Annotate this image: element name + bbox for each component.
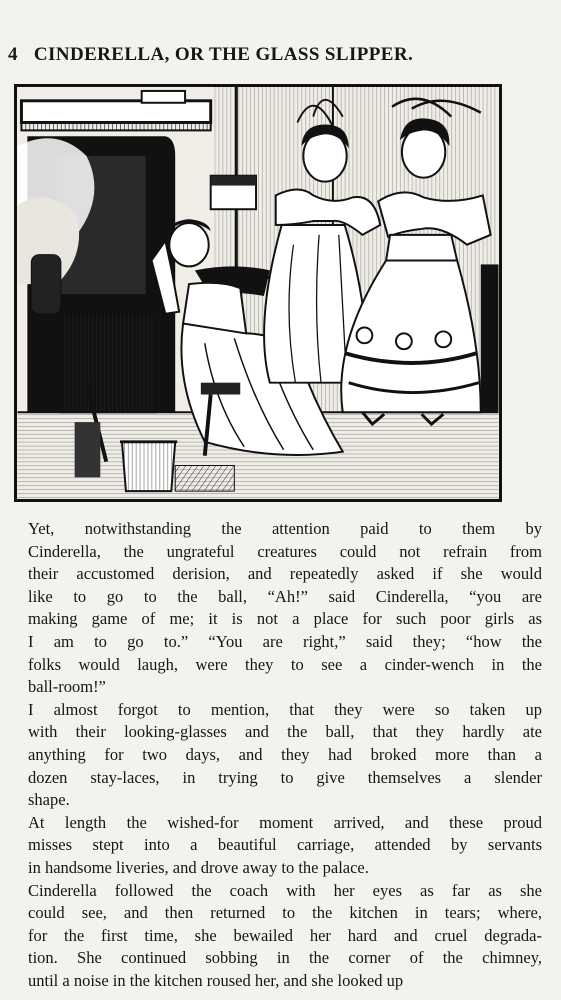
text-line: until a noise in the kitchen roused her, and she looked up: [28, 970, 404, 990]
story-paragraph: [12, 812, 542, 880]
text-line: shape.: [28, 790, 70, 810]
illustration-drawing: [17, 87, 499, 499]
text-line: At length the wished-for moment arrived, and these proud: [28, 812, 542, 832]
text-line: in handsome liveries, and drove away to the palace.: [28, 857, 369, 877]
text-line: making game of me; it is not a place for such poor girls as: [28, 609, 542, 629]
story-paragraph: [12, 880, 542, 993]
text-line: for the first time, she bewailed her hard and cruel degrada-: [28, 925, 542, 945]
text-line: folks would laugh, were they to see a cinder-wench in the: [28, 654, 542, 674]
woodcut-illustration: [14, 84, 502, 502]
story-paragraph: [12, 518, 542, 699]
text-line: ball-room!”: [28, 677, 106, 697]
text-line: I almost forgot to mention, that they were so taken up: [28, 699, 542, 719]
page-number: 4: [8, 44, 18, 65]
text-line: Yet, notwithstanding the attention paid to them by: [28, 519, 542, 538]
running-title: CINDERELLA, OR THE GLASS SLIPPER.: [33, 44, 414, 65]
text-line: anything for two days, and they had broked more than a: [28, 744, 542, 764]
text-line: their accustomed derision, and repeatedly asked if she would: [28, 564, 542, 584]
text-line: I am to go to.” “You are right,” said they; “how the: [28, 631, 542, 651]
text-line: dozen stay-laces, in trying to give themselves a slender: [28, 767, 542, 787]
text-line: misses stept into a beautiful carriage, attended by servants: [28, 835, 542, 855]
text-line: tion. She continued sobbing in the corner of the chimney,: [28, 948, 542, 968]
running-header: [8, 44, 548, 66]
text-line: Cinderella, the ungrateful creatures could not refrain from: [28, 541, 542, 561]
story-paragraph: [12, 699, 542, 812]
story-text: [12, 518, 542, 992]
text-line: could see, and then returned to the kitchen in tears; where,: [28, 903, 542, 923]
text-line: Cinderella followed the coach with her eyes as far as she: [28, 880, 542, 900]
text-line: like to go to the ball, “Ah!” said Cinderella, “you are: [28, 586, 542, 606]
text-line: with their looking-glasses and the ball, that they hardly ate: [28, 722, 542, 742]
